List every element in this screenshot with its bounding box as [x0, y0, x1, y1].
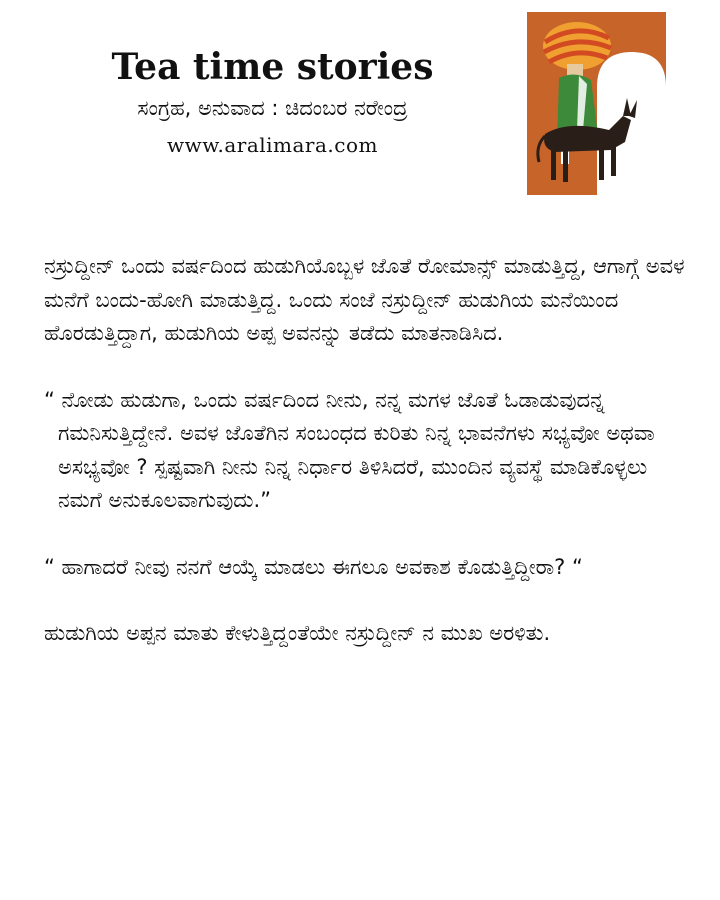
story-paragraph: ನಸ್ರುದ್ದೀನ್ ಒಂದು ವರ್ಷದಿಂದ ಹುಡುಗಿಯೊಬ್ಬಳ ಜೊತೆ ರೋಮಾನ್ಸ್ ಮಾಡುತ್ತಿದ್ದ, ಆಗಾಗ್ಗೆ ಅವಳ ಮನೆಗೆ ಬಂದು-ಹೋಗಿ ಮಾಡುತ್ತಿದ್ದ. ಒಂದು ಸಂಜೆ ನಸ್ರುದ್ದೀನ್ ಹುಡುಗಿಯ ಮನೆಯಿಂದ ಹೊರಡುತ್ತಿದ್ದಾಗ, ಹುಡುಗಿಯ ಅಪ್ಪ ಅವನನ್ನು ತಡೆದು ಮಾತನಾಡಿಸಿದ.: [44, 254, 685, 345]
header: [0, 44, 545, 160]
page-title: Tea time stories: [111, 46, 434, 88]
story-body: [44, 250, 694, 651]
story-paragraph: “ ನೋಡು ಹುಡುಗಾ, ಒಂದು ವರ್ಷದಿಂದ ನೀನು, ನನ್ನ ಮಗಳ ಜೊತೆ ಓಡಾಡುವುದನ್ನ ಗಮನಿಸುತ್ತಿದ್ದೇನೆ. ಅವಳ ಜೊತೆಗಿನ ಸಂಬಂಧದ ಕುರಿತು ನಿನ್ನ ಭಾವನೆಗಳು ಸಭ್ಯವೋ ಅಥವಾ ಅಸಭ್ಯವೋ ? ಸ್ಪಷ್ಟವಾಗಿ ನೀನು ನಿನ್ನ ನಿರ್ಧಾರ ತಿಳಿಸಿದರೆ, ಮುಂದಿನ ವ್ಯವಸ್ಥೆ ಮಾಡಿಕೊಳ್ಳಲು ನಮಗೆ ಅನುಕೂಲವಾಗುವುದು.”: [44, 387, 655, 512]
page-subtitle: ಸಂಗ್ರಹ, ಅನುವಾದ : ಚಿದಂಬರ ನರೇಂದ್ರ: [137, 96, 408, 120]
story-paragraph: “ ಹಾಗಾದರೆ ನೀವು ನನಗೆ ಆಯ್ಕೆ ಮಾಡಲು ಈಗಲೂ ಅವಕಾಶ ಕೊಡುತ್ತಿದ್ದೀರಾ? “: [44, 554, 583, 579]
story-paragraph: ಹುಡುಗಿಯ ಅಪ್ಪನ ಮಾತು ಕೇಳುತ್ತಿದ್ದಂತೆಯೇ ನಸ್ರುದ್ದೀನ್ ನ ಮುಖ ಅರಳಿತು.: [44, 621, 551, 645]
man-riding-donkey-illustration: [527, 12, 666, 195]
website-url: www.aralimara.com: [167, 133, 378, 157]
